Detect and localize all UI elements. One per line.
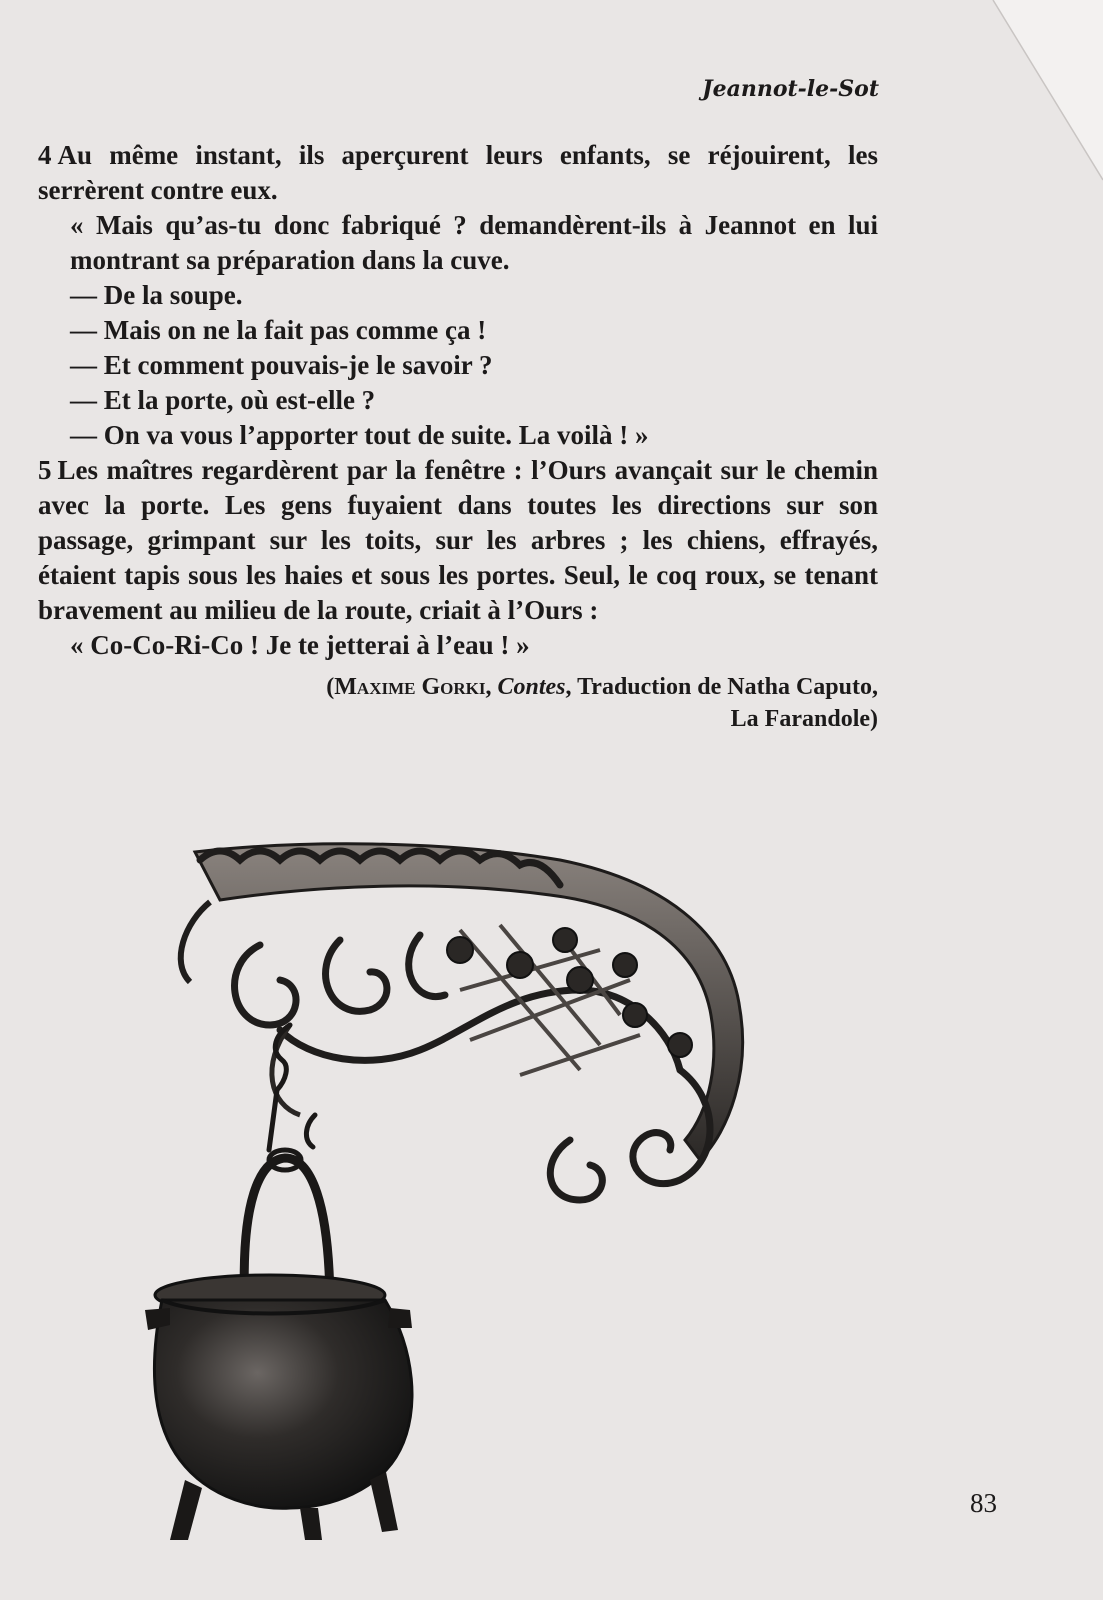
wrought-iron-bracket <box>181 844 743 1200</box>
dialogue-line: — On va vous l’apporter tout de suite. La voilà ! » <box>70 420 649 450</box>
paragraph-5: 5 Les maîtres regardèrent par la fenêtre : l’Ours avançait sur le chemin avec la porte. Les gens fuyaient dans toutes les directions sur son passage, grimpant sur les toits, sur les arbres ; les chiens, effrayés, étaient tapis sous les haies et sous les portes. Seul, le coq roux, se tenant bravement au milieu de la route, criait à l’Ours : <box>38 455 878 625</box>
running-title: Jeannot-le-Sot <box>702 76 879 102</box>
cauldron-bracket-illustration <box>140 840 780 1540</box>
dialogue-line: « Co-Co-Ri-Co ! Je te jetterai à l’eau ! » <box>70 630 530 660</box>
page-number: 83 <box>970 1488 997 1518</box>
cauldron <box>145 1158 412 1540</box>
story-text <box>38 138 878 735</box>
folded-corner <box>913 0 1103 280</box>
dialogue-line: — Mais on ne la fait pas comme ça ! <box>70 315 487 345</box>
source-citation: (Maxime Gorki, Contes, Traduction de Natha Caputo, La Farandole) <box>326 674 878 732</box>
work-title: Contes <box>497 674 566 700</box>
paragraph-number: 4 <box>38 140 52 170</box>
dialogue-line: — De la soupe. <box>70 280 243 310</box>
dialogue-line: — Et la porte, où est-elle ? <box>70 385 376 415</box>
dialogue-line: « Mais qu’as-tu donc fabriqué ? demandèrent-ils à Jeannot en lui montrant sa préparation dans la cuve. <box>70 210 878 275</box>
paragraph-number: 5 <box>38 455 52 485</box>
author-name: Maxime Gorki <box>334 674 486 700</box>
dialogue-line: — Et comment pouvais-je le savoir ? <box>70 350 493 380</box>
paragraph-4: 4 Au même instant, ils aperçurent leurs enfants, se réjouirent, les serrèrent contre eux. <box>38 140 878 205</box>
